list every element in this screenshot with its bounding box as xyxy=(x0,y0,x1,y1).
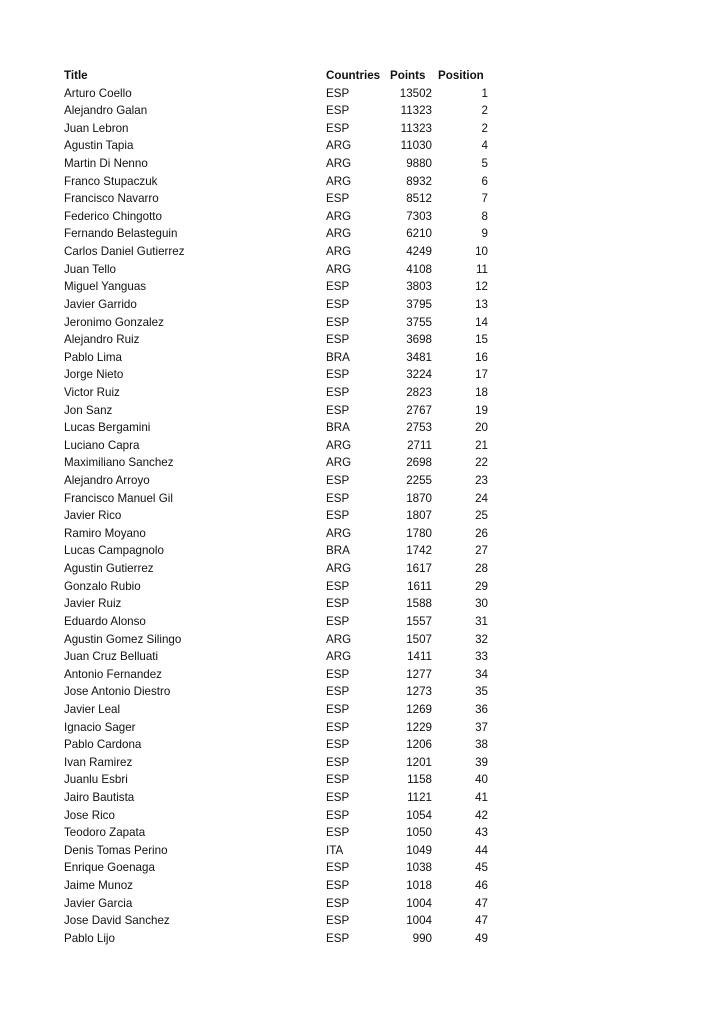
table-row xyxy=(64,331,494,349)
table-row xyxy=(64,648,494,666)
player-name: Juan Lebron xyxy=(64,121,129,135)
player-country: ARG xyxy=(326,632,352,646)
player-position: 12 xyxy=(475,280,488,294)
player-position: 39 xyxy=(475,755,488,769)
player-country: ESP xyxy=(326,861,350,875)
player-position: 30 xyxy=(475,597,488,611)
player-points: 4249 xyxy=(406,245,432,259)
player-name: Jairo Bautista xyxy=(64,790,135,804)
player-points: 2255 xyxy=(406,474,432,488)
player-points: 1018 xyxy=(406,879,432,893)
table-row xyxy=(64,208,494,226)
player-position: 2 xyxy=(481,104,488,118)
player-country: ESP xyxy=(326,333,350,347)
player-points: 2711 xyxy=(407,438,432,452)
table-row xyxy=(64,120,494,138)
player-points: 2753 xyxy=(406,421,432,435)
player-country: ESP xyxy=(326,667,350,681)
player-position: 28 xyxy=(475,562,488,576)
player-country: ARG xyxy=(326,456,352,470)
table-row xyxy=(64,314,494,332)
player-name: Enrique Goenaga xyxy=(64,861,155,875)
player-position: 37 xyxy=(475,720,488,734)
player-position: 35 xyxy=(475,685,488,699)
player-country: ESP xyxy=(326,896,350,910)
player-name: Victor Ruiz xyxy=(64,385,120,399)
player-points: 1206 xyxy=(406,738,432,752)
table-row xyxy=(64,102,494,120)
player-name: Ramiro Moyano xyxy=(64,526,146,540)
player-country: ESP xyxy=(326,914,350,928)
player-name: Gonzalo Rubio xyxy=(64,579,141,593)
player-country: ARG xyxy=(326,650,352,664)
player-points: 2767 xyxy=(406,403,432,417)
player-position: 43 xyxy=(475,826,488,840)
player-country: ARG xyxy=(326,227,352,241)
player-position: 21 xyxy=(475,438,488,452)
player-country: ESP xyxy=(326,808,350,822)
player-points: 1557 xyxy=(406,614,432,628)
table-row xyxy=(64,366,494,384)
player-position: 10 xyxy=(475,245,488,259)
player-points: 13502 xyxy=(399,86,432,100)
player-position: 11 xyxy=(475,262,488,276)
player-position: 17 xyxy=(475,368,488,382)
player-name: Ignacio Sager xyxy=(64,720,136,734)
player-name: Antonio Fernandez xyxy=(64,667,162,681)
player-position: 18 xyxy=(475,385,488,399)
player-country: ARG xyxy=(326,245,352,259)
player-points: 1054 xyxy=(406,808,432,822)
player-position: 40 xyxy=(475,773,488,787)
player-points: 11030 xyxy=(400,139,432,153)
player-country: ESP xyxy=(326,86,350,100)
player-country: BRA xyxy=(326,421,350,435)
player-name: Jorge Nieto xyxy=(64,368,124,382)
player-name: Javier Leal xyxy=(64,702,121,716)
player-country: ESP xyxy=(326,720,350,734)
player-points: 1273 xyxy=(406,685,432,699)
player-points: 2698 xyxy=(406,456,432,470)
player-name: Martin Di Nenno xyxy=(64,157,148,171)
player-name: Ivan Ramirez xyxy=(64,755,133,769)
player-position: 36 xyxy=(475,702,488,716)
player-country: ARG xyxy=(326,438,352,452)
player-position: 13 xyxy=(475,297,488,311)
table-row xyxy=(64,613,494,631)
player-points: 1201 xyxy=(406,755,432,769)
player-position: 49 xyxy=(475,931,488,945)
player-points: 1870 xyxy=(406,491,432,505)
player-country: ESP xyxy=(326,474,350,488)
table-header-row xyxy=(64,67,494,85)
player-points: 1049 xyxy=(406,843,432,857)
player-points: 1807 xyxy=(406,509,432,523)
player-name: Jaime Munoz xyxy=(64,879,133,893)
player-position: 16 xyxy=(475,350,488,364)
player-name: Arturo Coello xyxy=(64,86,132,100)
player-country: ESP xyxy=(326,121,350,135)
player-name: Fernando Belasteguin xyxy=(64,227,178,241)
table-row xyxy=(64,701,494,719)
player-points: 3803 xyxy=(406,280,432,294)
player-country: ARG xyxy=(326,209,352,223)
player-name: Eduardo Alonso xyxy=(64,614,146,628)
table-row xyxy=(64,507,494,525)
table-row xyxy=(64,225,494,243)
player-country: ESP xyxy=(326,104,350,118)
player-points: 1588 xyxy=(406,597,432,611)
table-row xyxy=(64,261,494,279)
player-country: BRA xyxy=(326,544,350,558)
table-row xyxy=(64,190,494,208)
player-position: 19 xyxy=(475,403,488,417)
player-name: Juanlu Esbri xyxy=(64,773,128,787)
player-name: Agustin Gomez Silingo xyxy=(64,632,182,646)
player-country: ITA xyxy=(326,843,344,857)
table-row xyxy=(64,560,494,578)
table-row xyxy=(64,683,494,701)
player-name: Denis Tomas Perino xyxy=(64,843,168,857)
table-row xyxy=(64,402,494,420)
player-name: Javier Garcia xyxy=(64,896,133,910)
player-points: 1611 xyxy=(407,579,432,593)
player-name: Jeronimo Gonzalez xyxy=(64,315,164,329)
table-row xyxy=(64,859,494,877)
player-points: 990 xyxy=(412,931,432,945)
player-points: 1742 xyxy=(406,544,432,558)
player-position: 6 xyxy=(481,174,488,188)
table-row xyxy=(64,912,494,930)
player-points: 6210 xyxy=(406,227,432,241)
player-points: 11323 xyxy=(400,104,432,118)
player-name: Agustin Gutierrez xyxy=(64,562,154,576)
player-position: 15 xyxy=(475,333,488,347)
table-row xyxy=(64,243,494,261)
player-position: 38 xyxy=(475,738,488,752)
table-row xyxy=(64,278,494,296)
table-row xyxy=(64,807,494,825)
player-points: 8512 xyxy=(406,192,432,206)
player-position: 42 xyxy=(475,808,488,822)
table-row xyxy=(64,771,494,789)
player-position: 47 xyxy=(475,914,488,928)
player-name: Agustin Tapia xyxy=(64,139,134,153)
table-row xyxy=(64,454,494,472)
player-points: 3698 xyxy=(406,333,432,347)
player-country: ESP xyxy=(326,491,350,505)
table-row xyxy=(64,595,494,613)
player-name: Federico Chingotto xyxy=(64,209,162,223)
player-name: Javier Ruiz xyxy=(64,597,122,611)
player-position: 27 xyxy=(475,544,488,558)
player-country: ESP xyxy=(326,614,350,628)
player-position: 22 xyxy=(475,456,488,470)
player-position: 31 xyxy=(475,614,488,628)
rankings-table xyxy=(64,67,494,947)
player-position: 34 xyxy=(475,667,488,681)
table-row xyxy=(64,384,494,402)
player-country: ESP xyxy=(326,280,350,294)
player-country: ARG xyxy=(326,157,352,171)
table-row xyxy=(64,631,494,649)
player-name: Miguel Yanguas xyxy=(64,280,147,294)
player-country: ESP xyxy=(326,509,350,523)
player-country: ESP xyxy=(326,368,350,382)
player-points: 2823 xyxy=(406,385,432,399)
player-country: ARG xyxy=(326,262,352,276)
player-country: ESP xyxy=(326,597,350,611)
player-name: Lucas Campagnolo xyxy=(64,544,164,558)
player-points: 4108 xyxy=(406,262,432,276)
player-points: 1050 xyxy=(406,826,432,840)
player-country: ESP xyxy=(326,826,350,840)
player-points: 3755 xyxy=(406,315,432,329)
player-position: 29 xyxy=(475,579,488,593)
column-header-countries: Countries xyxy=(326,69,381,82)
player-position: 23 xyxy=(475,474,488,488)
player-points: 1004 xyxy=(406,914,432,928)
table-row xyxy=(64,666,494,684)
player-name: Jose Antonio Diestro xyxy=(64,685,171,699)
player-points: 3795 xyxy=(406,297,432,311)
player-position: 46 xyxy=(475,879,488,893)
player-country: ARG xyxy=(326,139,352,153)
player-name: Francisco Navarro xyxy=(64,192,159,206)
player-position: 20 xyxy=(475,421,488,435)
player-country: ARG xyxy=(326,174,352,188)
player-name: Lucas Bergamini xyxy=(64,421,151,435)
player-position: 44 xyxy=(475,843,488,857)
player-country: ESP xyxy=(326,315,350,329)
table-row xyxy=(64,155,494,173)
player-position: 32 xyxy=(475,632,488,646)
table-row xyxy=(64,85,494,103)
player-name: Luciano Capra xyxy=(64,438,140,452)
player-country: ESP xyxy=(326,773,350,787)
player-name: Alejandro Galan xyxy=(64,104,148,118)
player-position: 8 xyxy=(481,209,488,223)
player-position: 24 xyxy=(475,491,488,505)
player-name: Pablo Cardona xyxy=(64,738,142,752)
player-points: 7303 xyxy=(406,209,432,223)
player-name: Jon Sanz xyxy=(64,403,113,417)
table-row xyxy=(64,542,494,560)
player-position: 41 xyxy=(475,790,488,804)
table-row xyxy=(64,349,494,367)
player-country: ESP xyxy=(326,755,350,769)
player-name: Alejandro Arroyo xyxy=(64,474,150,488)
table-row xyxy=(64,736,494,754)
player-points: 9880 xyxy=(406,157,432,171)
table-row xyxy=(64,754,494,772)
player-name: Francisco Manuel Gil xyxy=(64,491,173,505)
player-position: 7 xyxy=(481,192,488,206)
player-position: 45 xyxy=(475,861,488,875)
player-points: 11323 xyxy=(400,121,432,135)
table-row xyxy=(64,137,494,155)
player-country: ESP xyxy=(326,297,350,311)
player-position: 14 xyxy=(475,315,488,329)
table-row xyxy=(64,930,494,948)
player-position: 9 xyxy=(481,227,488,241)
player-points: 1507 xyxy=(406,632,432,646)
player-name: Javier Garrido xyxy=(64,297,137,311)
player-country: ESP xyxy=(326,579,350,593)
player-name: Pablo Lijo xyxy=(64,931,115,945)
column-header-position: Position xyxy=(438,69,484,82)
player-country: ESP xyxy=(326,738,350,752)
table-row xyxy=(64,578,494,596)
player-position: 5 xyxy=(481,157,488,171)
player-position: 1 xyxy=(481,86,488,100)
player-points: 8932 xyxy=(406,174,432,188)
table-row xyxy=(64,419,494,437)
player-name: Carlos Daniel Gutierrez xyxy=(64,245,185,259)
player-country: ESP xyxy=(326,403,350,417)
player-position: 25 xyxy=(475,509,488,523)
player-points: 1411 xyxy=(407,650,432,664)
player-country: ESP xyxy=(326,685,350,699)
player-name: Maximiliano Sanchez xyxy=(64,456,174,470)
player-country: ESP xyxy=(326,790,350,804)
player-country: ESP xyxy=(326,702,350,716)
player-country: ESP xyxy=(326,385,350,399)
player-name: Juan Tello xyxy=(64,262,116,276)
player-country: ARG xyxy=(326,526,352,540)
table-row xyxy=(64,173,494,191)
player-name: Pablo Lima xyxy=(64,350,123,364)
player-points: 1780 xyxy=(406,526,432,540)
player-points: 3481 xyxy=(406,350,432,364)
player-position: 33 xyxy=(475,650,488,664)
player-name: Javier Rico xyxy=(64,509,122,523)
player-points: 1158 xyxy=(407,773,432,787)
player-country: BRA xyxy=(326,350,350,364)
player-country: ESP xyxy=(326,879,350,893)
table-row xyxy=(64,824,494,842)
table-row xyxy=(64,296,494,314)
column-header-points: Points xyxy=(390,69,426,82)
player-points: 1269 xyxy=(406,702,432,716)
player-points: 1229 xyxy=(406,720,432,734)
table-row xyxy=(64,472,494,490)
player-points: 1617 xyxy=(406,562,432,576)
table-row xyxy=(64,789,494,807)
player-points: 1277 xyxy=(406,667,432,681)
player-name: Juan Cruz Belluati xyxy=(64,650,159,664)
player-country: ESP xyxy=(326,192,350,206)
player-points: 1038 xyxy=(406,861,432,875)
table-row xyxy=(64,895,494,913)
table-row xyxy=(64,719,494,737)
player-name: Alejandro Ruiz xyxy=(64,333,140,347)
player-position: 26 xyxy=(475,526,488,540)
table-body xyxy=(64,85,494,948)
table-row xyxy=(64,525,494,543)
table-row xyxy=(64,842,494,860)
player-points: 1121 xyxy=(407,790,432,804)
table-row xyxy=(64,437,494,455)
player-country: ARG xyxy=(326,562,352,576)
table-row xyxy=(64,490,494,508)
player-name: Franco Stupaczuk xyxy=(64,174,158,188)
player-position: 47 xyxy=(475,896,488,910)
player-points: 3224 xyxy=(406,368,432,382)
player-points: 1004 xyxy=(406,896,432,910)
column-header-title: Title xyxy=(64,69,88,82)
player-position: 4 xyxy=(481,139,488,153)
table-row xyxy=(64,877,494,895)
player-name: Jose David Sanchez xyxy=(64,914,170,928)
player-name: Teodoro Zapata xyxy=(64,826,146,840)
player-name: Jose Rico xyxy=(64,808,115,822)
player-country: ESP xyxy=(326,931,350,945)
player-position: 2 xyxy=(481,121,488,135)
